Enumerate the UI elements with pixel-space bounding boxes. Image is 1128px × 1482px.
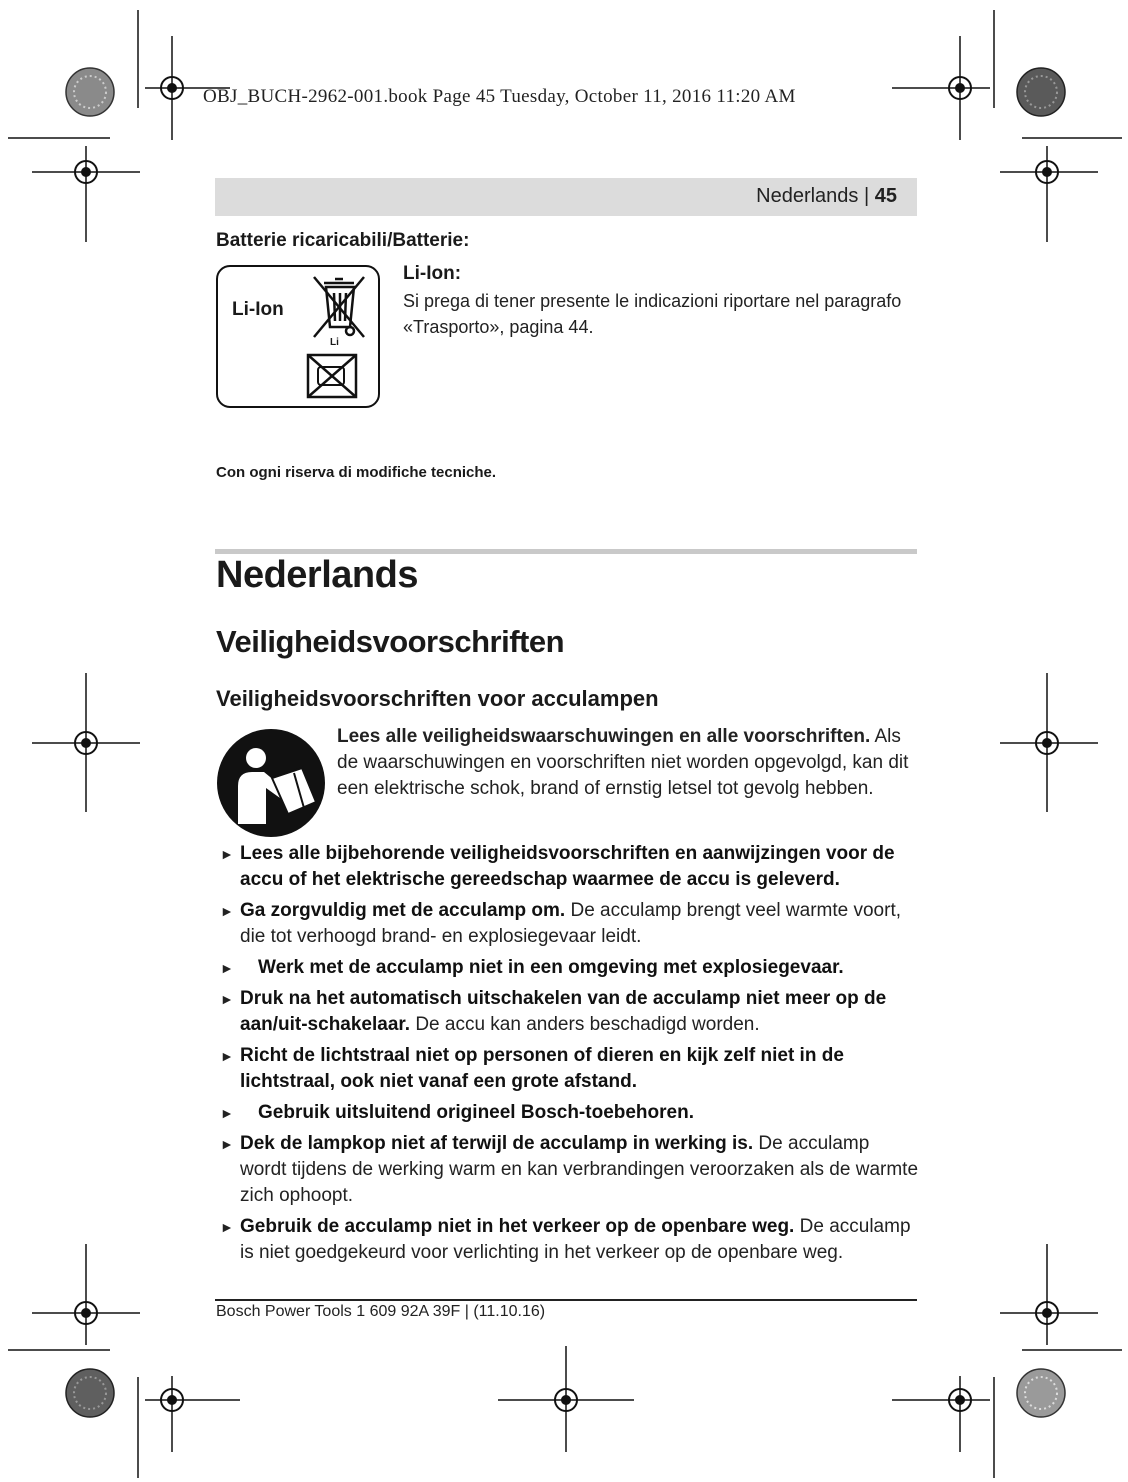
battery-heading: Batterie ricaricabili/Batterie: xyxy=(216,230,470,251)
page-number: 45 xyxy=(874,185,897,207)
crossed-battery-icon xyxy=(306,353,358,399)
bullet-marker: ► xyxy=(220,903,234,919)
running-header xyxy=(215,178,917,216)
read-instructions-text: Als de waarschuwingen en voorschriften niet worden opgevolgd, kan dit een elektrische schok, brand of ernstig letsel tot gevolg hebben. xyxy=(337,726,909,799)
list-item: ► Gebruik de acculamp niet in het verkeer op de openbare weg. De acculamp is niet goedgekeurd voor verlichting in het verkeer op de openbare weg. xyxy=(220,1216,911,1263)
footer-text: Bosch Power Tools 1 609 92A 39F | (11.10.16) xyxy=(216,1303,546,1320)
footer-rule xyxy=(215,1299,917,1301)
running-header-separator: | xyxy=(858,185,875,207)
language-title: Nederlands xyxy=(216,554,418,596)
bullet-marker: ► xyxy=(220,1048,234,1064)
bullet-marker: ► xyxy=(220,1136,234,1152)
bullet-marker: ► xyxy=(220,991,234,1007)
print-job-header: OBJ_BUCH-2962-001.book Page 45 Tuesday, October 11, 2016 11:20 AM xyxy=(203,86,796,107)
crossed-bin-icon xyxy=(310,273,368,353)
list-item: ► Werk met de acculamp niet in een omgeving met explosiegevaar. xyxy=(220,955,920,981)
li-symbol-sublabel: Li xyxy=(330,337,339,348)
list-item: ► Richt de lichtstraal niet op personen of dieren en kijk zelf niet in de lichtstraal, ook niet vanaf een grote afstand. xyxy=(220,1045,844,1092)
disposal-symbol-box xyxy=(216,265,380,408)
li-ion-symbol-label: Li-Ion xyxy=(232,299,284,320)
bullet-marker: ► xyxy=(220,846,234,862)
list-item: ► Druk na het automatisch uitschakelen van de acculamp niet meer op de aan/uit-schakelaar. De accu kan anders beschadigd worden. xyxy=(220,988,887,1035)
bullet-marker: ► xyxy=(220,960,234,976)
read-instructions-bold: Lees alle veiligheidswaarschuwingen en alle voorschriften. xyxy=(337,726,871,747)
bullet-marker: ► xyxy=(220,1219,234,1235)
list-item: ► Lees alle bijbehorende veiligheidsvoorschriften en aanwijzingen voor de accu of het elektrische gereedschap waarmee de accu is geleverd. xyxy=(220,843,895,890)
read-manual-icon xyxy=(216,728,326,838)
li-ion-text: Si prega di tener presente le indicazioni riportare nel paragrafo «Trasporto», pagina 44. xyxy=(403,291,902,337)
safety-instructions-list xyxy=(220,841,920,1271)
running-header-section: Nederlands xyxy=(756,185,859,207)
list-item: ► Dek de lampkop niet af terwijl de acculamp in werking is. De acculamp wordt tijdens de werking warm en kan verbrandingen veroorzaken als de warmte zich ophoopt. xyxy=(220,1133,919,1206)
read-instructions-paragraph xyxy=(337,724,919,802)
section-title: Veiligheidsvoorschriften xyxy=(216,624,565,659)
bullet-marker: ► xyxy=(220,1105,234,1121)
technical-changes-note: Con ogni riserva di modifiche tecniche. xyxy=(216,464,497,481)
list-item: ► Gebruik uitsluitend origineel Bosch-toebehoren. xyxy=(220,1100,920,1126)
li-ion-title: Li-Ion: xyxy=(403,263,462,284)
subsection-title: Veiligheidsvoorschriften voor acculampen xyxy=(216,686,659,711)
list-item: ► Ga zorgvuldig met de acculamp om. De acculamp brengt veel warmte voort, die tot verhoogd brand- en explosiegevaar leidt. xyxy=(220,900,901,947)
